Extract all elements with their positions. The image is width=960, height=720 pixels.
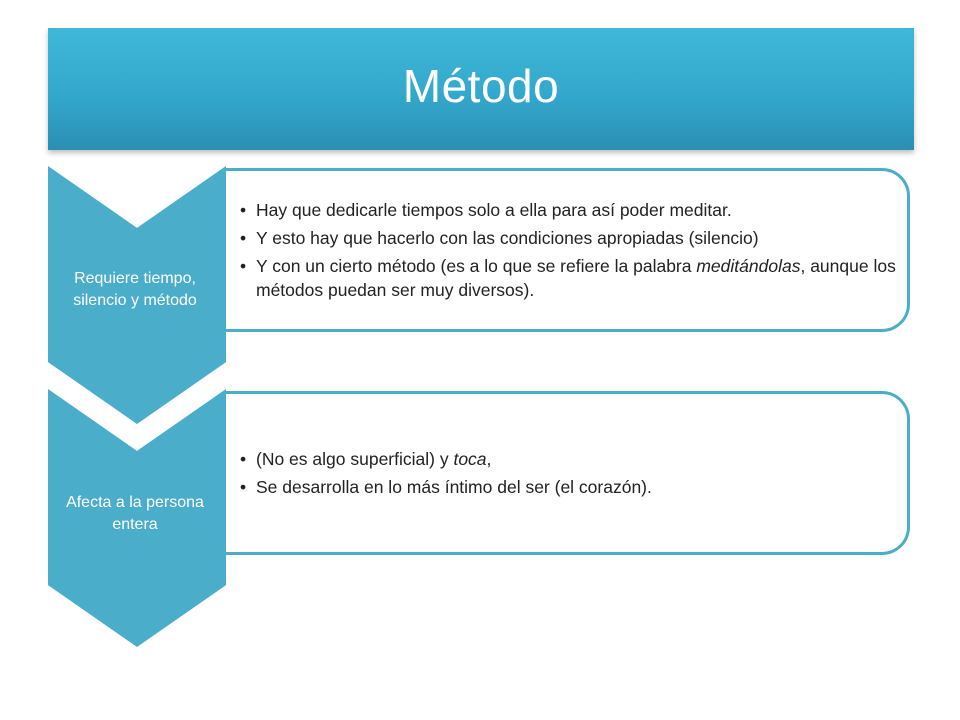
bullet-list-2 [226,447,907,499]
bullet-list-1 [226,198,907,302]
bullet-icon: • [240,477,247,497]
chevron-label-1: Requiere tiempo, silencio y método [73,270,197,309]
chevron-label-2: Afecta a la persona entera [66,494,204,533]
slide-title: Método [402,60,560,112]
list-item: • Y esto hay que hacerlo con las condiciones apropiadas (silencio) [240,228,759,248]
bullet-icon: • [240,449,247,469]
list-item: • (No es algo superficial) y toca, [240,449,492,469]
bullet-icon: • [240,228,247,248]
content-box-2 [226,391,910,555]
bullet-icon: • [240,256,247,276]
list-item: • Y con un cierto método (es a lo que se refiere la palabra meditándolas, aunque los métodos puedan ser muy diversos). [240,256,896,300]
content-box-1 [226,168,910,332]
list-item: • Hay que dedicarle tiempos solo a ella para así poder meditar. [240,200,732,220]
title-banner [48,28,914,150]
bullet-icon: • [240,200,247,220]
list-item: • Se desarrolla en lo más íntimo del ser (el corazón). [240,477,652,497]
